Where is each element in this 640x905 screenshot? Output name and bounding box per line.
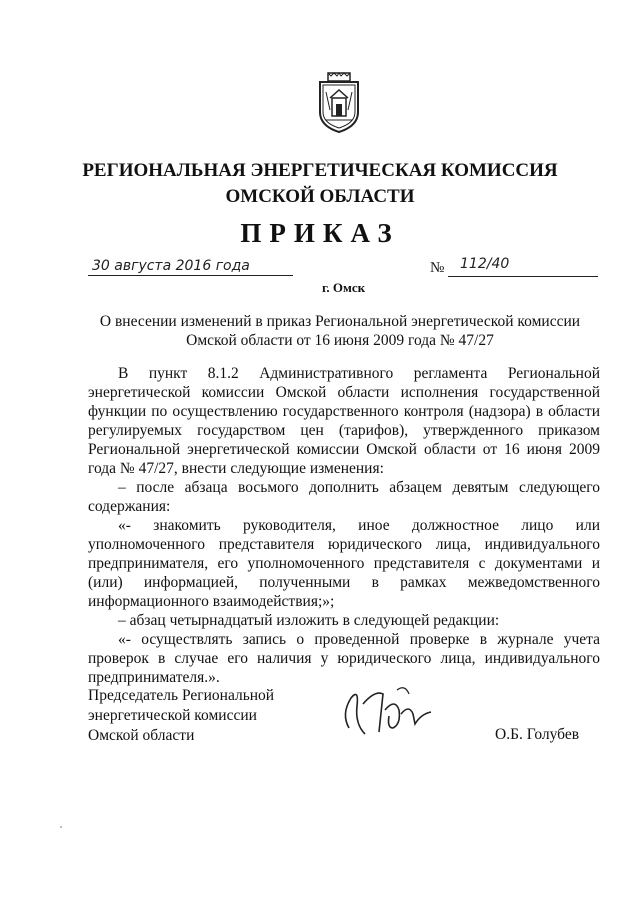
signatory-position-line3: Омской области <box>88 727 195 744</box>
paragraph-4: – абзац четырнадцатый изложить в следующей редакции: <box>118 612 500 629</box>
handwritten-date: 30 августа 2016 года <box>92 258 250 274</box>
number-label: № <box>430 260 445 276</box>
number-underline <box>448 276 598 277</box>
org-name-line1: РЕГИОНАЛЬНАЯ ЭНЕРГЕТИЧЕСКАЯ КОМИССИЯ <box>82 160 558 181</box>
document-type-title: ПРИКАЗ <box>240 218 400 248</box>
paragraph-5: «- осуществлять запись о проведенной проверке в журнале учета проверок в случае его наличия у юридического лица, индивидуального предпринимателя.». <box>88 631 600 686</box>
org-name-line2: ОМСКОЙ ОБЛАСТИ <box>225 186 415 207</box>
paragraph-3: «- знакомить руководителя, иное должностное лицо или уполномоченного представителя юридического лица, индивидуального предпринимателя, его уполномоченного представителя с документами и (или) информацией, полученными в рамках межведомственного информационного взаимодействия;»; <box>88 517 600 610</box>
handwritten-number: 112/40 <box>460 256 510 272</box>
signatory-position-line2: энергетической комиссии <box>88 707 257 724</box>
omsk-coat-of-arms-icon <box>316 72 362 134</box>
handwritten-signature <box>335 684 440 740</box>
subject-line2: Омской области от 16 июня 2009 года № 47/27 <box>186 332 494 349</box>
city-label: г. Омск <box>322 280 366 295</box>
subject-line1: О внесении изменений в приказ Региональной энергетической комиссии <box>99 313 581 330</box>
scan-speck <box>60 826 62 828</box>
paragraph-1: В пункт 8.1.2 Административного регламента Региональной энергетической комиссии Омской области исполнения государственной функции по осуществлению государственного контроля (надзора) в области регулируемых государством цен (тарифов), утвержденного приказом Региональной энергетической комиссии Омской области от 16 июня 2009 года № 47/27, внести следующие изменения: <box>88 365 600 477</box>
paragraph-2: – после абзаца восьмого дополнить абзацем девятым следующего содержания: <box>88 479 600 515</box>
date-underline <box>88 275 293 276</box>
signatory-position-line1: Председатель Региональной <box>88 687 275 704</box>
signatory-name: О.Б. Голубев <box>495 726 580 743</box>
order-body <box>88 364 600 687</box>
signatory-position <box>88 686 274 746</box>
